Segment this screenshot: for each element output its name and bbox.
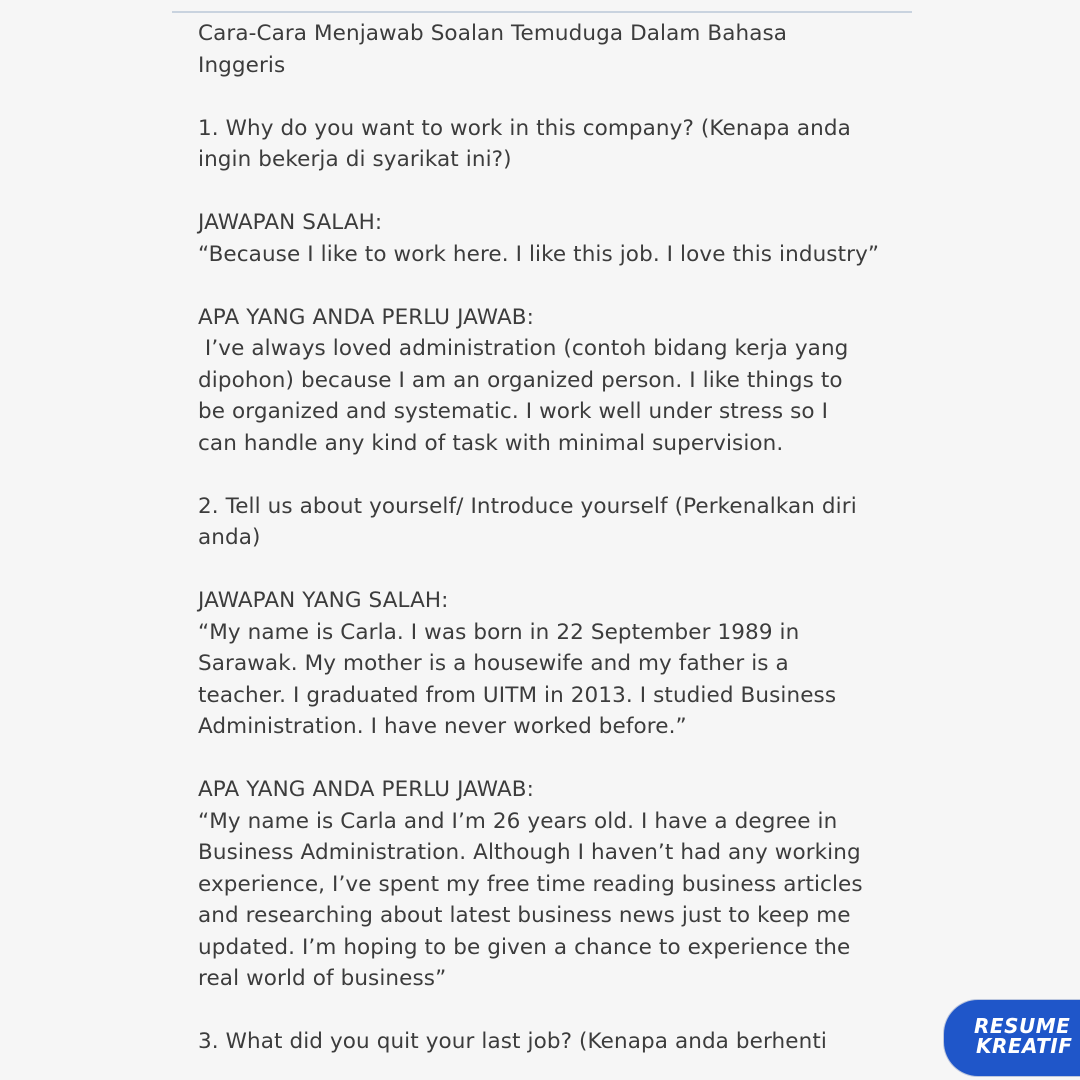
q2-right-answer-line: Business Administration. Although I haven’t had any working xyxy=(198,840,861,865)
spacer xyxy=(198,81,898,113)
q2-right-answer-line: and researching about latest business news just to keep me xyxy=(198,903,851,928)
logo-text-line2: KREATIF xyxy=(976,1034,1073,1058)
q2-right-answer-line: experience, I’ve spent my free time reading business articles xyxy=(198,871,863,897)
spacer xyxy=(198,459,898,491)
q1-right-answer-line: be organized and systematic. I work well under stress so I xyxy=(198,399,829,424)
title-line: Cara-Cara Menjawab Soalan Temuduga Dalam Bahasa xyxy=(198,21,788,46)
q2-wrong-answer-line: Sarawak. My mother is a housewife and my father is a xyxy=(198,651,789,676)
spacer xyxy=(198,743,898,775)
spacer xyxy=(198,270,898,302)
question-1-line: 1. Why do you want to work in this company? (Kenapa anda xyxy=(198,115,851,141)
spacer xyxy=(198,176,898,208)
logo-text-line1: RESUME xyxy=(974,1014,1071,1038)
q1-right-answer-line: I’ve always loved administration (contoh bidang kerja yang xyxy=(198,336,849,361)
q2-right-answer-line: “My name is Carla and I’m 26 years old. I have a degree in xyxy=(198,808,838,834)
question-1-line: ingin bekerja di syarikat ini?) xyxy=(198,147,512,172)
q1-wrong-label: JAWAPAN SALAH: xyxy=(198,210,383,235)
question-3-line: 3. What did you quit your last job? (Kenapa anda berhenti xyxy=(198,1029,827,1054)
spacer xyxy=(198,554,898,586)
question-2-line: 2. Tell us about yourself/ Introduce yourself (Perkenalkan diri xyxy=(198,493,857,519)
q2-wrong-answer-line: teacher. I graduated from UITM in 2013. I studied Business xyxy=(198,682,837,708)
q1-right-answer-line: dipohon) because I am an organized person. I like things to xyxy=(198,367,843,393)
q2-right-label: APA YANG ANDA PERLU JAWAB: xyxy=(198,777,534,802)
q2-wrong-label: JAWAPAN YANG SALAH: xyxy=(198,588,449,613)
title-line: Inggeris xyxy=(198,52,286,78)
document-text xyxy=(198,18,898,1058)
q2-wrong-answer-line: “My name is Carla. I was born in 22 September 1989 in xyxy=(198,619,800,645)
q2-wrong-answer-line: Administration. I have never worked before.” xyxy=(198,714,687,739)
spacer xyxy=(198,995,898,1027)
q1-right-answer-line: can handle any kind of task with minimal supervision. xyxy=(198,430,784,456)
question-2-line: anda) xyxy=(198,525,261,550)
q1-wrong-answer-line: “Because I like to work here. I like this job. I love this industry” xyxy=(198,241,880,267)
q2-right-answer-line: updated. I’m hoping to be given a chance to experience the xyxy=(198,934,851,960)
top-divider xyxy=(172,11,912,13)
resume-kreatif-logo xyxy=(944,1000,1080,1076)
q2-right-answer-line: real world of business” xyxy=(198,966,447,991)
q1-right-label: APA YANG ANDA PERLU JAWAB: xyxy=(198,304,534,330)
